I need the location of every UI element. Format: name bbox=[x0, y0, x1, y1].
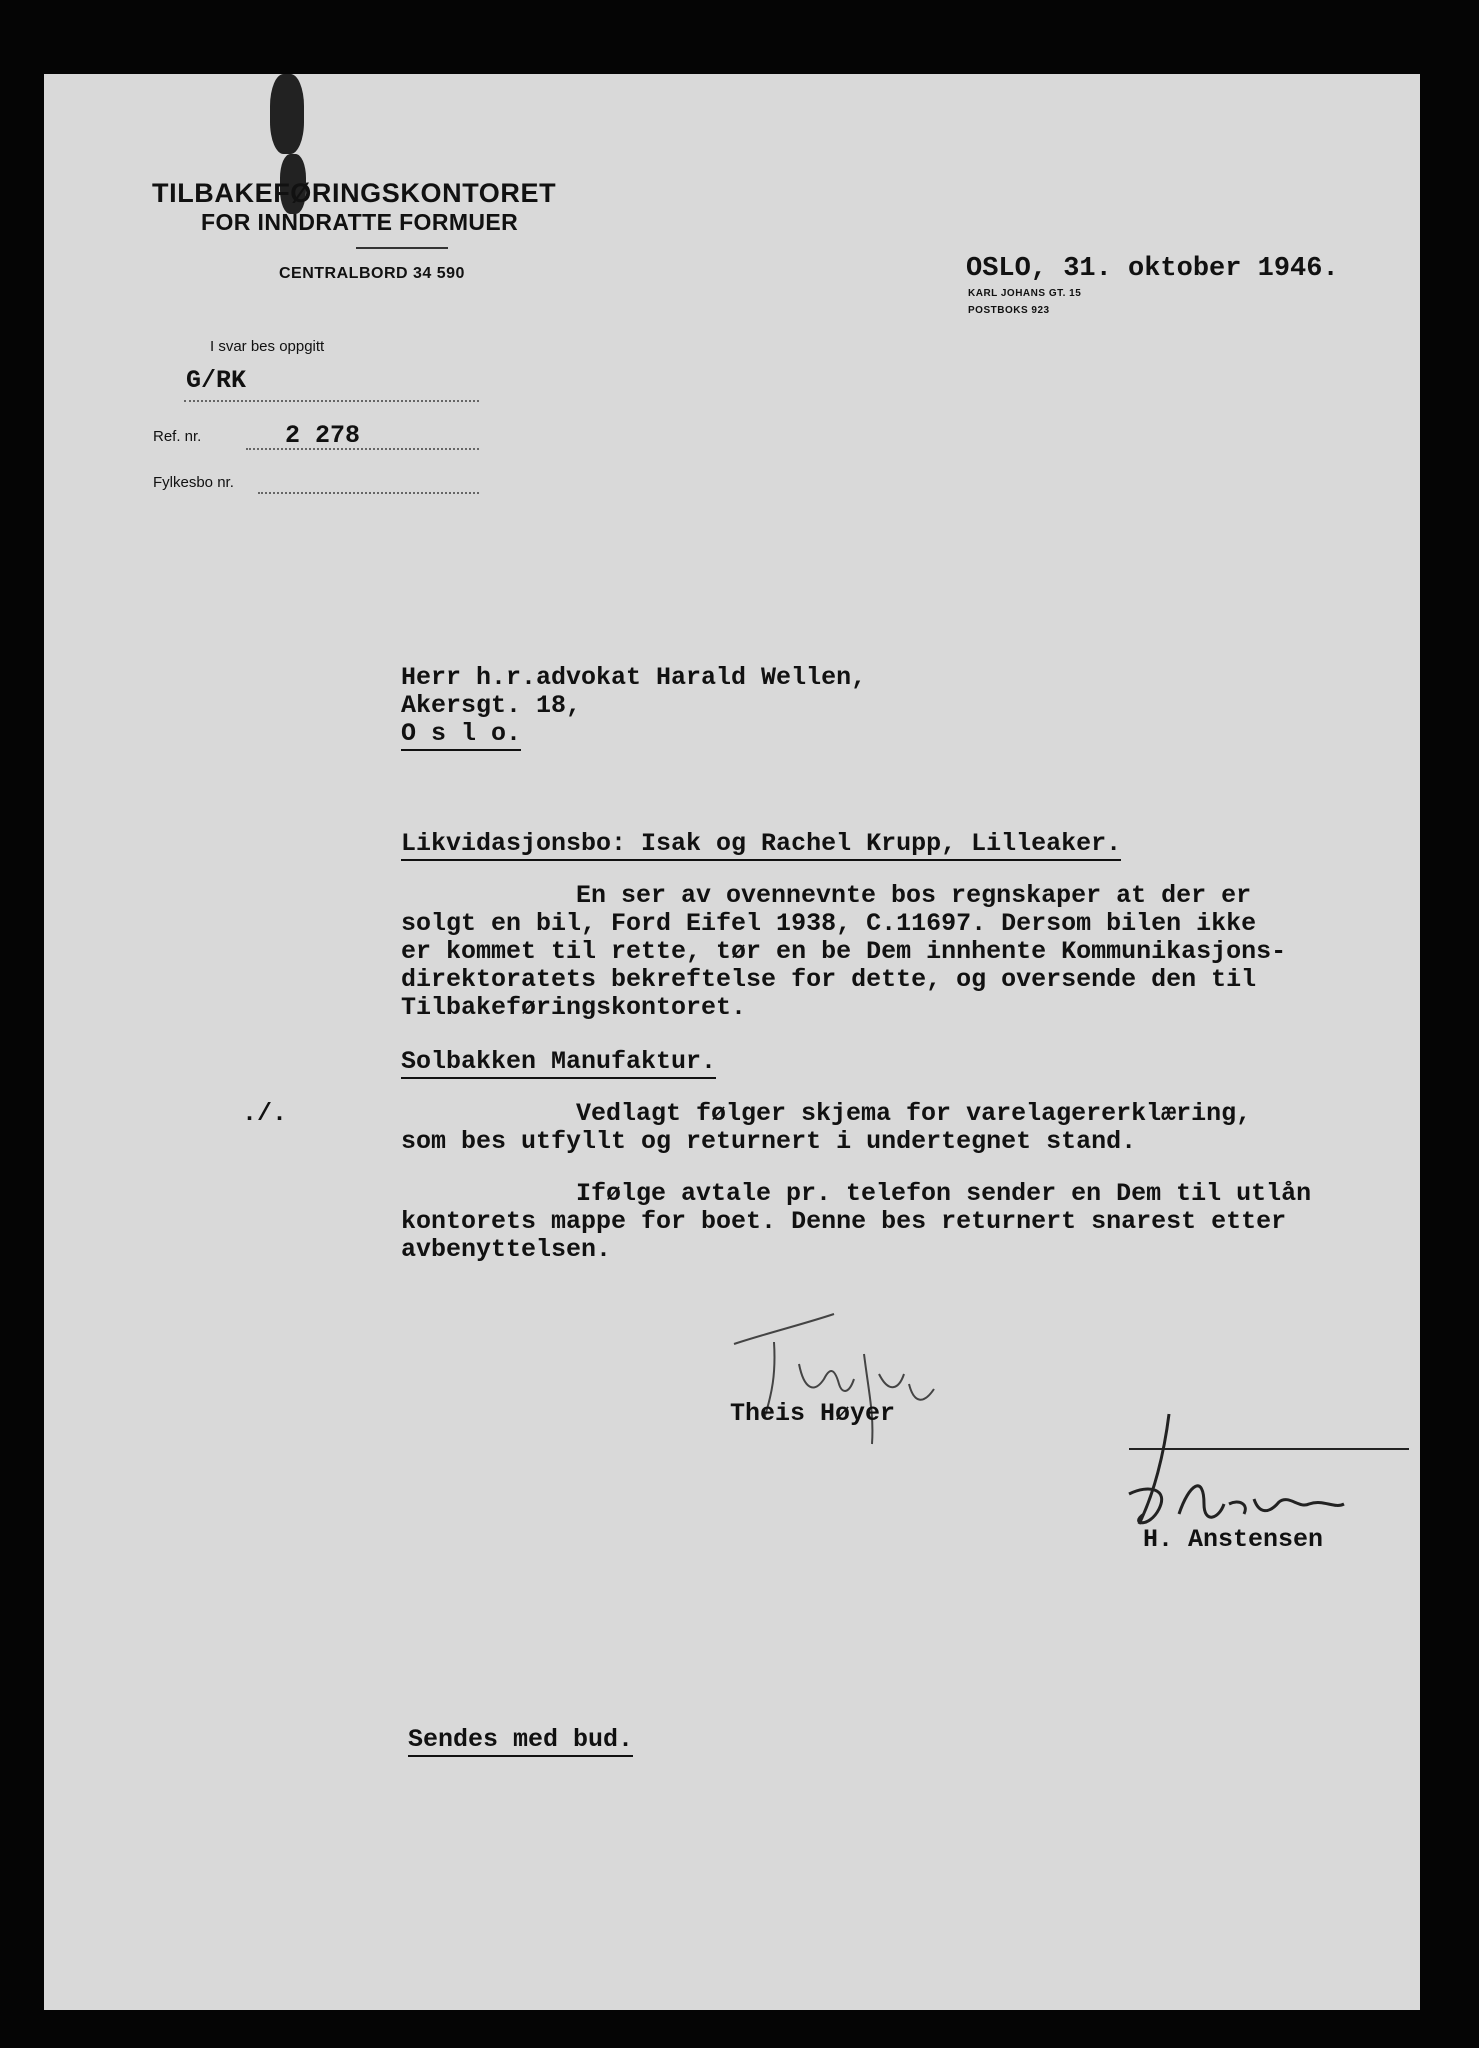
paragraph-2-line: som bes utfyllt og returnert i undertegnet stand. bbox=[401, 1127, 1137, 1156]
org-subtitle: FOR INNDRATTE FORMUER bbox=[201, 209, 519, 235]
paragraph-1-line: Tilbakeføringskontoret. bbox=[401, 993, 747, 1022]
paragraph-1-line: er kommet til rette, tør en be Dem innhente Kommunikasjons- bbox=[401, 937, 1287, 966]
reply-reference-line bbox=[184, 400, 479, 402]
delivery-note-text: Sendes med bud. bbox=[408, 1725, 633, 1757]
handwritten-signature-1 bbox=[704, 1294, 964, 1474]
paragraph-3-line: Ifølge avtale pr. telefon sender en Dem til utlån bbox=[576, 1179, 1312, 1208]
street-address: KARL JOHANS GT. 15 bbox=[968, 288, 1082, 299]
recipient-street: Akersgt. 18, bbox=[401, 691, 582, 720]
enclosure-mark: ./. bbox=[242, 1099, 288, 1128]
subject-heading-text: Likvidasjonsbo: Isak og Rachel Krupp, Lilleaker. bbox=[401, 829, 1121, 861]
reply-reference-value: G/RK bbox=[186, 366, 247, 395]
postbox-address: POSTBOKS 923 bbox=[968, 305, 1050, 316]
section-heading bbox=[401, 1048, 716, 1076]
paragraph-3-line: kontorets mappe for boet. Denne bes returnert snarest etter bbox=[401, 1207, 1287, 1236]
ref-number-line bbox=[246, 448, 479, 450]
recipient-city-text: O s l o. bbox=[401, 719, 521, 751]
subject-heading bbox=[401, 830, 1121, 858]
org-name: TILBAKEFØRINGSKONTORET bbox=[152, 178, 557, 208]
fastener-mark bbox=[270, 74, 304, 154]
paragraph-2-line: Vedlagt følger skjema for varelagererklæring, bbox=[576, 1099, 1252, 1128]
paragraph-1-line: direktoratets bekreftelse for dette, og oversende den til bbox=[401, 965, 1257, 994]
signer-2-name: H. Anstensen bbox=[1143, 1525, 1324, 1554]
reply-reference-label: I svar bes oppgitt bbox=[210, 338, 325, 355]
signer-1-name: Theis Høyer bbox=[730, 1399, 896, 1428]
paragraph-1-line: solgt en bil, Ford Eifel 1938, C.11697. Dersom bilen ikke bbox=[401, 909, 1257, 938]
recipient-name: Herr h.r.advokat Harald Wellen, bbox=[401, 663, 867, 692]
paragraph-3 bbox=[401, 1180, 1311, 1264]
paragraph-2 bbox=[401, 1100, 1251, 1156]
phone-number: CENTRALBORD 34 590 bbox=[279, 265, 465, 282]
ref-number-value: 2 278 bbox=[285, 421, 361, 450]
delivery-note bbox=[408, 1726, 633, 1754]
fylkesbo-line bbox=[258, 492, 479, 494]
ref-number-label: Ref. nr. bbox=[153, 428, 202, 445]
paragraph-3-line: avbenyttelsen. bbox=[401, 1235, 612, 1264]
paragraph-1 bbox=[401, 882, 1286, 1022]
fylkesbo-label: Fylkesbo nr. bbox=[153, 474, 234, 491]
recipient-city bbox=[401, 720, 521, 748]
paragraph-1-line: En ser av ovennevnte bos regnskaper at der er bbox=[576, 881, 1252, 910]
section-heading-text: Solbakken Manufaktur. bbox=[401, 1047, 716, 1079]
letterhead-divider bbox=[356, 247, 448, 249]
letter-page bbox=[44, 74, 1420, 2010]
letter-date: OSLO, 31. oktober 1946. bbox=[966, 254, 1339, 284]
